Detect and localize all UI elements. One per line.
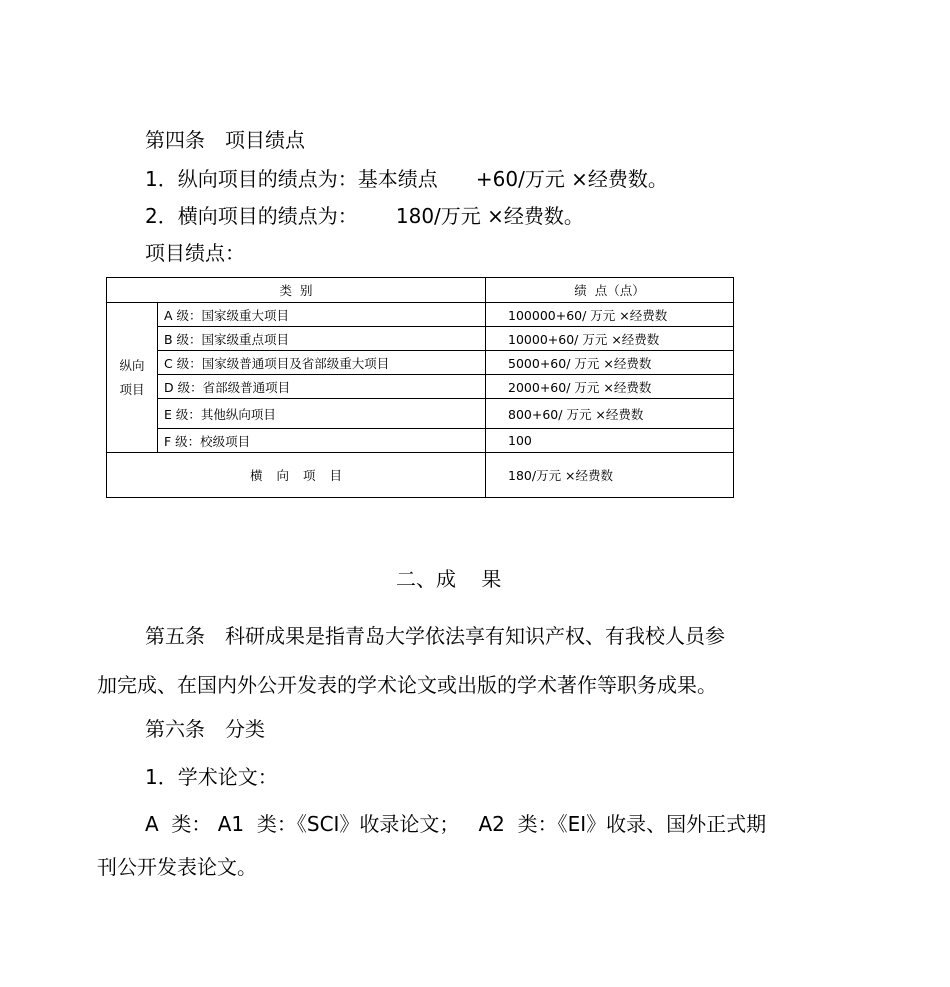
points-cell: 5000+60/ 万元 ×经费数 [486,351,734,375]
horizontal-points-cell: 180/万元 ×经费数 [486,453,734,498]
header-points: 绩 点（点） [486,278,734,303]
article-4-item-1: 1．纵向项目的绩点为：基本绩点 +60/万元 ×经费数。 [145,167,668,191]
table-header-row [107,278,734,303]
level-cell: F 级：校级项目 [158,429,486,453]
level-cell: A 级：国家级重大项目 [158,303,486,327]
table-caption: 项目绩点： [145,241,245,265]
vertical-project-label [107,303,158,453]
article-5-line-2: 加完成、在国内外公开发表的学术论文或出版的学术著作等职务成果。 [97,673,717,697]
points-cell: 100 [486,429,734,453]
points-cell: 10000+60/ 万元 ×经费数 [486,327,734,351]
level-cell: B 级：国家级重点项目 [158,327,486,351]
article-6-class-a-line-1: A 类： A1 类：《SCI》收录论文； A2 类：《EI》收录、国外正式期 [145,812,767,836]
level-cell: E 级：其他纵向项目 [158,399,486,429]
points-cell: 800+60/ 万元 ×经费数 [486,399,734,429]
section-2-title: 二、成 果 [396,567,502,591]
project-points-table [106,277,734,498]
article-4-heading: 第四条 项目绩点 [145,128,305,152]
article-6-class-a-line-2: 刊公开发表论文。 [97,855,257,879]
level-cell: D 级：省部级普通项目 [158,375,486,399]
table-row [107,327,734,351]
level-cell: C 级：国家级普通项目及省部级重大项目 [158,351,486,375]
points-cell: 100000+60/ 万元 ×经费数 [486,303,734,327]
horizontal-project-label: 横 向 项 目 [107,453,486,498]
vertical-label-line-1: 纵向 [119,357,145,373]
article-6-item-1: 1．学术论文： [145,765,278,789]
table-row-horizontal [107,453,734,498]
header-category: 类 别 [107,278,486,303]
article-6-heading: 第六条 分类 [145,717,265,741]
vertical-label-line-2: 项目 [119,381,145,397]
article-4-item-2: 2．横向项目的绩点为： 180/万元 ×经费数。 [145,204,584,228]
table-row [107,351,734,375]
table-row [107,429,734,453]
article-5-line-1: 第五条 科研成果是指青岛大学依法享有知识产权、有我校人员参 [145,624,725,648]
table-row [107,375,734,399]
points-cell: 2000+60/ 万元 ×经费数 [486,375,734,399]
table-row [107,399,734,429]
table-row [107,303,734,327]
